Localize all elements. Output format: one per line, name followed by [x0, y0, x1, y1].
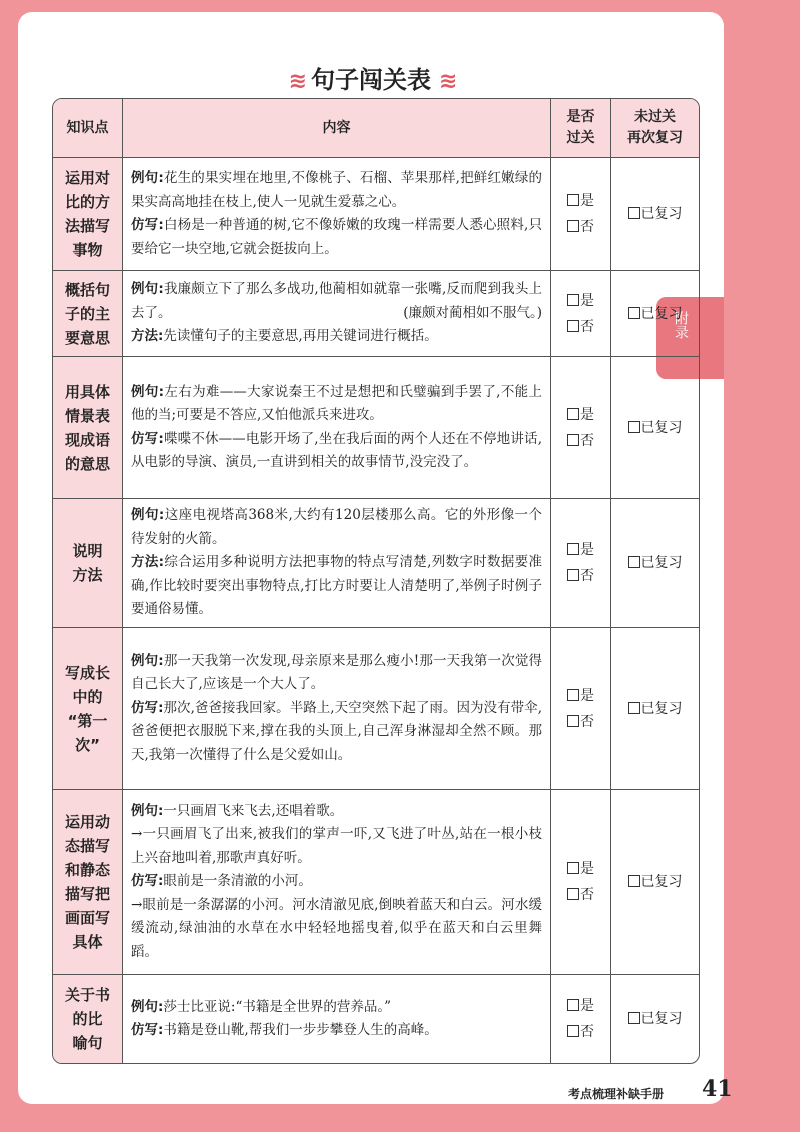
content-text: 左右为难——大家说秦王不过是想把和氏璧骗到手罢了,不能上他的当;可要是不答应,又怕他派兵来进攻。 [131, 383, 542, 423]
checkbox-label: 已复习 [640, 555, 683, 571]
checkbox-label: 已复习 [640, 1011, 683, 1027]
content-paragraph [131, 278, 542, 325]
checkbox-icon[interactable] [567, 434, 579, 446]
checkbox-label: 已复习 [640, 206, 683, 222]
knowledge-point [53, 499, 123, 628]
checkbox-label: 已复习 [640, 419, 683, 436]
content-paragraph [131, 167, 542, 214]
pass-cell [551, 271, 611, 357]
checkbox-icon[interactable] [567, 320, 579, 332]
checkbox-label: 是 [580, 292, 594, 309]
content-paragraph [131, 1019, 542, 1043]
checkbox-icon[interactable] [628, 875, 640, 887]
content-label: 例句: [131, 170, 164, 186]
content-paragraph [131, 214, 542, 261]
sentence-challenge-table [52, 98, 700, 1064]
content-text: →一只画眉飞了出来,被我们的掌声一吓,又飞进了叶丛,站在一根小枝上兴奋地叫着,那歌声真好听。 [131, 826, 542, 866]
review-cell [611, 158, 699, 271]
reviewed-option[interactable] [628, 420, 683, 436]
checkbox-label: 是 [580, 687, 594, 704]
table-row [53, 790, 699, 975]
page-title [18, 60, 724, 95]
wave-decoration-left-icon: ≋ [288, 69, 303, 94]
content-label: 方法: [131, 328, 164, 345]
review-cell [611, 790, 699, 975]
pass-yes-option[interactable] [551, 537, 610, 563]
content-paragraph [131, 894, 542, 965]
pass-cell [551, 975, 611, 1063]
reviewed-option[interactable] [628, 1011, 683, 1027]
content-text: 白杨是一种普通的树,它不像娇嫩的玫瑰一样需要人悉心照料,只要给它一块空地,它就会挺拔向上。 [131, 217, 542, 257]
checkbox-icon[interactable] [628, 702, 640, 714]
content-label: 例句: [131, 652, 164, 669]
content-text: 一只画眉飞来飞去,还唱着歌。 [163, 802, 344, 819]
review-cell [611, 499, 699, 628]
checkbox-label: 是 [580, 998, 594, 1014]
checkbox-icon[interactable] [567, 569, 579, 581]
pass-cell [551, 628, 611, 790]
knowledge-point-line: 事物 [72, 241, 103, 259]
pass-cell [551, 790, 611, 975]
pass-cell [551, 499, 611, 628]
checkbox-label: 否 [580, 432, 594, 449]
page-number: 41 [702, 1076, 733, 1102]
reviewed-option[interactable] [628, 701, 683, 717]
review-cell [611, 271, 699, 357]
checkbox-icon[interactable] [628, 556, 640, 568]
title-text: 句子闯关表 [311, 66, 431, 94]
knowledge-point [53, 357, 123, 499]
checkbox-label: 否 [580, 713, 594, 730]
content-label: 仿写: [131, 430, 164, 447]
checkbox-label: 是 [580, 542, 594, 558]
knowledge-point-line: 描写把 [64, 885, 110, 903]
header-review: 未过关 再次复习 [611, 99, 699, 158]
content-text: →眼前是一条潺潺的小河。河水清澈见底,倒映着蓝天和白云。河水缓缓流动,绿油油的水草在水中轻轻地摇曳着,似乎在蓝天和白云里舞蹈。 [131, 896, 542, 960]
wave-decoration-right-icon: ≋ [439, 69, 454, 94]
knowledge-point-line: 态描写 [64, 837, 110, 855]
knowledge-point [53, 158, 123, 271]
pass-no-option[interactable] [551, 214, 610, 240]
content-text: 那次,爸爸接我回家。半路上,天空突然下起了雨。因为没有带伞,爸爸便把衣服脱下来,撑在我的头顶上,自己浑身淋湿却全然不顾。那天,我第一次懂得了什么是父爱如山。 [131, 699, 542, 763]
knowledge-point-line: 子的主 [64, 304, 110, 323]
header-row [53, 99, 699, 158]
knowledge-point-line: 关于书 [64, 986, 110, 1004]
checkbox-label: 是 [580, 861, 594, 877]
review-cell [611, 975, 699, 1063]
content-paragraph [131, 504, 542, 551]
footer-book-title: 考点梳理补缺手册 [568, 1087, 665, 1101]
content-text: 眼前是一条清澈的小河。 [163, 873, 312, 890]
knowledge-point-line: 运用动 [64, 813, 110, 831]
pass-yes-option[interactable] [551, 856, 610, 882]
content-note: (廉颇对蔺相如不服气。) [403, 304, 542, 321]
content-text: 那一天我第一次发现,母亲原来是那么瘦小!那一天我第一次觉得自己长大了,应该是一个大人了。 [131, 652, 542, 693]
checkbox-icon[interactable] [567, 1025, 579, 1037]
knowledge-point [53, 271, 123, 357]
checkbox-icon[interactable] [567, 194, 579, 206]
content-paragraph [131, 650, 542, 697]
checkbox-icon[interactable] [567, 715, 579, 727]
checkbox-icon[interactable] [567, 220, 579, 232]
content-label: 例句: [131, 507, 165, 524]
content-text: 我廉颇立下了那么多战功,他蔺相如就靠一张嘴,反而爬到我头上去了。 [131, 281, 542, 321]
content-paragraph [131, 870, 542, 894]
content-cell [123, 975, 551, 1063]
content-paragraph [131, 381, 542, 428]
knowledge-point-line: 概括句 [64, 280, 110, 299]
checkbox-label: 否 [580, 1024, 594, 1040]
content-paragraph [131, 325, 542, 349]
pass-yes-option[interactable] [551, 402, 610, 428]
pass-no-option[interactable] [551, 428, 610, 454]
knowledge-point-line: 运用对 [64, 169, 110, 187]
knowledge-point-line: 要意思 [64, 328, 110, 347]
content-text: 莎士比亚说:“书籍是全世界的营养品。” [163, 998, 392, 1015]
pass-yes-option[interactable] [551, 993, 610, 1019]
checkbox-label: 已复习 [640, 700, 683, 717]
review-cell [611, 357, 699, 499]
checkbox-label: 否 [580, 887, 594, 903]
content-paragraph [131, 551, 542, 622]
knowledge-point-line: “第一 [67, 711, 108, 730]
table-row [53, 271, 699, 357]
checkbox-icon[interactable] [567, 543, 579, 555]
content-cell [123, 790, 551, 975]
checkbox-label: 否 [580, 568, 594, 584]
knowledge-point-line: 具体 [72, 933, 103, 951]
checkbox-icon[interactable] [567, 689, 579, 701]
appendix-side-tab: 附录 [656, 297, 724, 379]
content-label: 例句: [131, 383, 165, 400]
checkbox-icon[interactable] [628, 307, 640, 319]
pass-yes-option[interactable] [551, 188, 610, 214]
knowledge-point-line: 画面写 [64, 909, 110, 927]
header-pass: 是否 过关 [551, 99, 611, 158]
pass-yes-option[interactable] [551, 288, 610, 314]
pass-no-option[interactable] [551, 314, 610, 340]
reviewed-option[interactable] [628, 206, 683, 222]
knowledge-point-line: 现成语 [64, 430, 110, 449]
table-row [53, 357, 699, 499]
checkbox-icon[interactable] [567, 888, 579, 900]
content-label: 仿写: [131, 217, 164, 233]
reviewed-option[interactable] [628, 555, 683, 571]
table-row [53, 499, 699, 628]
knowledge-point-line: 法描写 [64, 217, 110, 235]
content-paragraph [131, 428, 542, 475]
checkbox-icon[interactable] [628, 421, 640, 433]
content-text: 这座电视塔高368米,大约有120层楼那么高。它的外形像一个待发射的火箭。 [131, 507, 542, 547]
knowledge-point-line: 方法 [72, 566, 103, 584]
pass-cell [551, 357, 611, 499]
content-cell [123, 357, 551, 499]
content-text: 综合运用多种说明方法把事物的特点写清楚,列数字时数据要准确,作比较时要突出事物特点,打比方时要让人清楚明了,举例子时例子要通俗易懂。 [131, 554, 542, 618]
content-paragraph [131, 823, 542, 870]
checkbox-icon[interactable] [628, 207, 640, 219]
content-label: 仿写: [131, 699, 164, 716]
knowledge-point-line: 喻句 [72, 1034, 103, 1052]
content-label: 仿写: [131, 1022, 164, 1038]
checkbox-icon[interactable] [567, 408, 579, 420]
knowledge-point-line: 用具体 [64, 382, 110, 401]
pass-cell [551, 158, 611, 271]
pass-no-option[interactable] [551, 1019, 610, 1045]
header-knowledge: 知识点 [53, 99, 123, 158]
knowledge-point [53, 975, 123, 1063]
content-cell [123, 271, 551, 357]
pass-no-option[interactable] [551, 882, 610, 908]
pass-yes-option[interactable] [551, 683, 610, 709]
content-label: 例句: [131, 281, 164, 298]
content-label: 仿写: [131, 873, 164, 890]
checkbox-icon[interactable] [567, 862, 579, 874]
checkbox-label: 是 [580, 193, 594, 209]
pass-no-option[interactable] [551, 709, 610, 735]
content-cell [123, 158, 551, 271]
reviewed-option[interactable] [628, 306, 683, 322]
knowledge-point-line: 和静态 [64, 861, 110, 879]
checkbox-icon[interactable] [567, 294, 579, 306]
knowledge-point-line: 的意思 [64, 454, 110, 473]
content-text: 花生的果实埋在地里,不像桃子、石榴、苹果那样,把鲜红嫩绿的果实高高地挂在枝上,使人一见就生爱慕之心。 [131, 170, 542, 210]
content-cell [123, 628, 551, 790]
checkbox-label: 已复习 [640, 305, 683, 322]
knowledge-point-line: 写成长 [64, 663, 110, 682]
knowledge-point-line: 次” [75, 735, 100, 754]
pass-no-option[interactable] [551, 563, 610, 589]
checkbox-icon[interactable] [567, 999, 579, 1011]
content-paragraph [131, 697, 542, 768]
knowledge-point-line: 比的方 [64, 193, 110, 211]
knowledge-point [53, 790, 123, 975]
content-paragraph [131, 800, 542, 824]
content-label: 例句: [131, 998, 164, 1015]
checkbox-icon[interactable] [628, 1012, 640, 1024]
content-text: 先读懂句子的主要意思,再用关键词进行概括。 [163, 328, 438, 345]
review-cell [611, 628, 699, 790]
table-row [53, 628, 699, 790]
table-row [53, 158, 699, 271]
content-text: 喋喋不休——电影开场了,坐在我后面的两个人还在不停地讲话,从电影的导演、演员,一直讲到相关的故事情节,没完没了。 [131, 430, 542, 470]
knowledge-point-line: 的比 [72, 1010, 103, 1028]
checkbox-label: 否 [580, 318, 594, 335]
content-text: 书籍是登山靴,帮我们一步步攀登人生的高峰。 [163, 1022, 438, 1038]
table-row [53, 975, 699, 1063]
reviewed-option[interactable] [628, 874, 683, 890]
checkbox-label: 否 [580, 219, 594, 235]
content-paragraph [131, 996, 542, 1020]
checkbox-label: 是 [580, 406, 594, 423]
knowledge-point-line: 情景表 [64, 406, 110, 425]
knowledge-point-line: 中的 [72, 687, 103, 706]
content-cell [123, 499, 551, 628]
knowledge-point-line: 说明 [72, 542, 103, 560]
header-content: 内容 [123, 99, 551, 158]
knowledge-point [53, 628, 123, 790]
content-label: 方法: [131, 554, 165, 571]
content-label: 例句: [131, 802, 164, 819]
checkbox-label: 已复习 [640, 874, 683, 890]
